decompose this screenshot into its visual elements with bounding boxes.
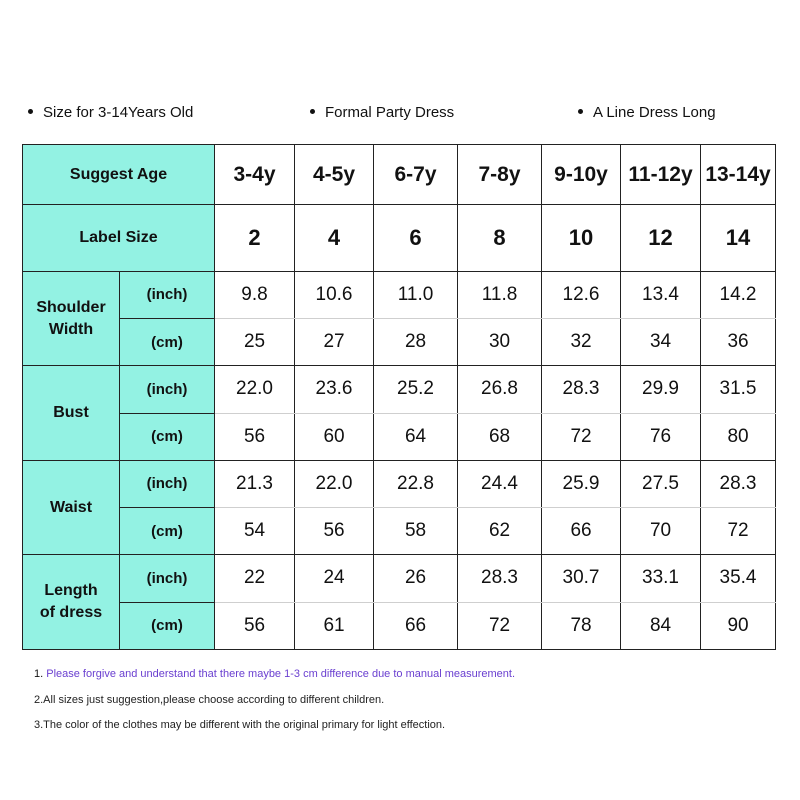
suggest-age-header: Suggest Age — [23, 145, 215, 205]
waist-inch-value: 25.9 — [542, 460, 621, 507]
waist-cm-value: 56 — [295, 508, 374, 555]
length-of-dress-cm-value: 90 — [701, 602, 776, 649]
shoulder-width-cm-value: 25 — [215, 319, 295, 366]
waist-label — [23, 460, 120, 555]
bust-cm-value: 72 — [542, 413, 621, 460]
bust-cm-value: 68 — [458, 413, 542, 460]
waist-cm-row — [23, 508, 776, 555]
waist-cm-value: 54 — [215, 508, 295, 555]
label-size-cell: 8 — [458, 205, 542, 271]
header-text: Size for 3-14Years Old — [43, 104, 194, 121]
length-of-dress-cm-value: 56 — [215, 602, 295, 649]
length-of-dress-cm-value: 72 — [458, 602, 542, 649]
measurement-name-line: of dress — [39, 604, 103, 622]
length-of-dress-cm-row — [23, 602, 776, 649]
shoulder-width-inch-value: 13.4 — [621, 271, 701, 318]
bullet-icon — [28, 109, 33, 114]
label-size-cell: 4 — [295, 205, 374, 271]
bust-inch-value: 25.2 — [374, 366, 458, 413]
label-size-row — [23, 205, 776, 271]
unit-inch-label: (inch) — [120, 460, 215, 507]
age-cell: 13-14y — [701, 145, 776, 205]
shoulder-width-cm-value: 36 — [701, 319, 776, 366]
label-size-cell: 12 — [621, 205, 701, 271]
header-text: Formal Party Dress — [325, 104, 455, 121]
shoulder-width-cm-value: 27 — [295, 319, 374, 366]
shoulder-width-inch-value: 10.6 — [295, 271, 374, 318]
measurement-name-line: Bust — [53, 404, 89, 422]
size-chart-table — [22, 144, 776, 650]
bust-cm-value: 60 — [295, 413, 374, 460]
length-of-dress-inch-value: 30.7 — [542, 555, 621, 602]
age-cell: 7-8y — [458, 145, 542, 205]
label-size-cell: 6 — [374, 205, 458, 271]
waist-cm-value: 58 — [374, 508, 458, 555]
age-cell: 11-12y — [621, 145, 701, 205]
measurement-name-line: Waist — [49, 498, 93, 516]
waist-cm-value: 62 — [458, 508, 542, 555]
waist-inch-value: 22.8 — [374, 460, 458, 507]
bust-inch-value: 23.6 — [295, 366, 374, 413]
length-of-dress-inch-value: 24 — [295, 555, 374, 602]
unit-inch-label: (inch) — [120, 366, 215, 413]
note-1 — [34, 668, 515, 680]
waist-inch-value: 27.5 — [621, 460, 701, 507]
waist-inch-value: 24.4 — [458, 460, 542, 507]
note-1-text: Please forgive and understand that there maybe 1-3 cm difference due to manual measurement. — [46, 668, 516, 680]
length-of-dress-label — [23, 555, 120, 650]
note-3: 3.The color of the clothes may be different with the original primary for light effection. — [34, 719, 446, 731]
waist-inch-row — [23, 460, 776, 507]
bust-inch-value: 26.8 — [458, 366, 542, 413]
header-item-dress-style — [578, 104, 716, 121]
header-item-dress-type — [310, 104, 454, 121]
bust-cm-value: 64 — [374, 413, 458, 460]
length-of-dress-inch-row — [23, 555, 776, 602]
waist-inch-value: 21.3 — [215, 460, 295, 507]
shoulder-width-inch-value: 11.0 — [374, 271, 458, 318]
length-of-dress-cm-value: 84 — [621, 602, 701, 649]
shoulder-width-cm-value: 30 — [458, 319, 542, 366]
measurement-name-line: Width — [48, 320, 94, 338]
shoulder-width-inch-value: 11.8 — [458, 271, 542, 318]
length-of-dress-cm-value: 78 — [542, 602, 621, 649]
measurement-name-line: Length — [44, 582, 98, 600]
label-size-header: Label Size — [23, 205, 215, 271]
length-of-dress-inch-value: 26 — [374, 555, 458, 602]
bullet-icon — [310, 109, 315, 114]
shoulder-width-inch-value: 14.2 — [701, 271, 776, 318]
bust-inch-value: 28.3 — [542, 366, 621, 413]
measurement-name-line: Shoulder — [36, 298, 106, 316]
unit-cm-label: (cm) — [120, 319, 215, 366]
unit-inch-label: (inch) — [120, 271, 215, 318]
bust-label — [23, 366, 120, 461]
age-row — [23, 145, 776, 205]
note-1-number: 1. — [34, 668, 47, 680]
shoulder-width-inch-value: 9.8 — [215, 271, 295, 318]
length-of-dress-inch-value: 35.4 — [701, 555, 776, 602]
bust-inch-value: 22.0 — [215, 366, 295, 413]
bullet-icon — [578, 109, 583, 114]
label-size-cell: 10 — [542, 205, 621, 271]
shoulder-width-inch-row — [23, 271, 776, 318]
bust-inch-value: 31.5 — [701, 366, 776, 413]
header-bar — [0, 104, 800, 128]
length-of-dress-cm-value: 66 — [374, 602, 458, 649]
bust-cm-value: 76 — [621, 413, 701, 460]
age-cell: 6-7y — [374, 145, 458, 205]
unit-cm-label: (cm) — [120, 413, 215, 460]
header-text: A Line Dress Long — [593, 104, 716, 121]
header-item-size-range — [28, 104, 193, 121]
bust-inch-value: 29.9 — [621, 366, 701, 413]
bust-cm-value: 56 — [215, 413, 295, 460]
bust-cm-value: 80 — [701, 413, 776, 460]
label-size-cell: 2 — [215, 205, 295, 271]
age-cell: 4-5y — [295, 145, 374, 205]
shoulder-width-cm-value: 28 — [374, 319, 458, 366]
unit-cm-label: (cm) — [120, 602, 215, 649]
length-of-dress-inch-value: 28.3 — [458, 555, 542, 602]
length-of-dress-inch-value: 22 — [215, 555, 295, 602]
label-size-cell: 14 — [701, 205, 776, 271]
shoulder-width-cm-row — [23, 319, 776, 366]
age-cell: 9-10y — [542, 145, 621, 205]
waist-cm-value: 72 — [701, 508, 776, 555]
shoulder-width-cm-value: 34 — [621, 319, 701, 366]
unit-inch-label: (inch) — [120, 555, 215, 602]
unit-cm-label: (cm) — [120, 508, 215, 555]
bust-inch-row — [23, 366, 776, 413]
length-of-dress-inch-value: 33.1 — [621, 555, 701, 602]
waist-cm-value: 70 — [621, 508, 701, 555]
shoulder-width-cm-value: 32 — [542, 319, 621, 366]
waist-inch-value: 28.3 — [701, 460, 776, 507]
note-2: 2.All sizes just suggestion,please choose according to different children. — [34, 694, 385, 706]
waist-cm-value: 66 — [542, 508, 621, 555]
shoulder-width-label — [23, 271, 120, 366]
shoulder-width-inch-value: 12.6 — [542, 271, 621, 318]
waist-inch-value: 22.0 — [295, 460, 374, 507]
length-of-dress-cm-value: 61 — [295, 602, 374, 649]
age-cell: 3-4y — [215, 145, 295, 205]
bust-cm-row — [23, 413, 776, 460]
